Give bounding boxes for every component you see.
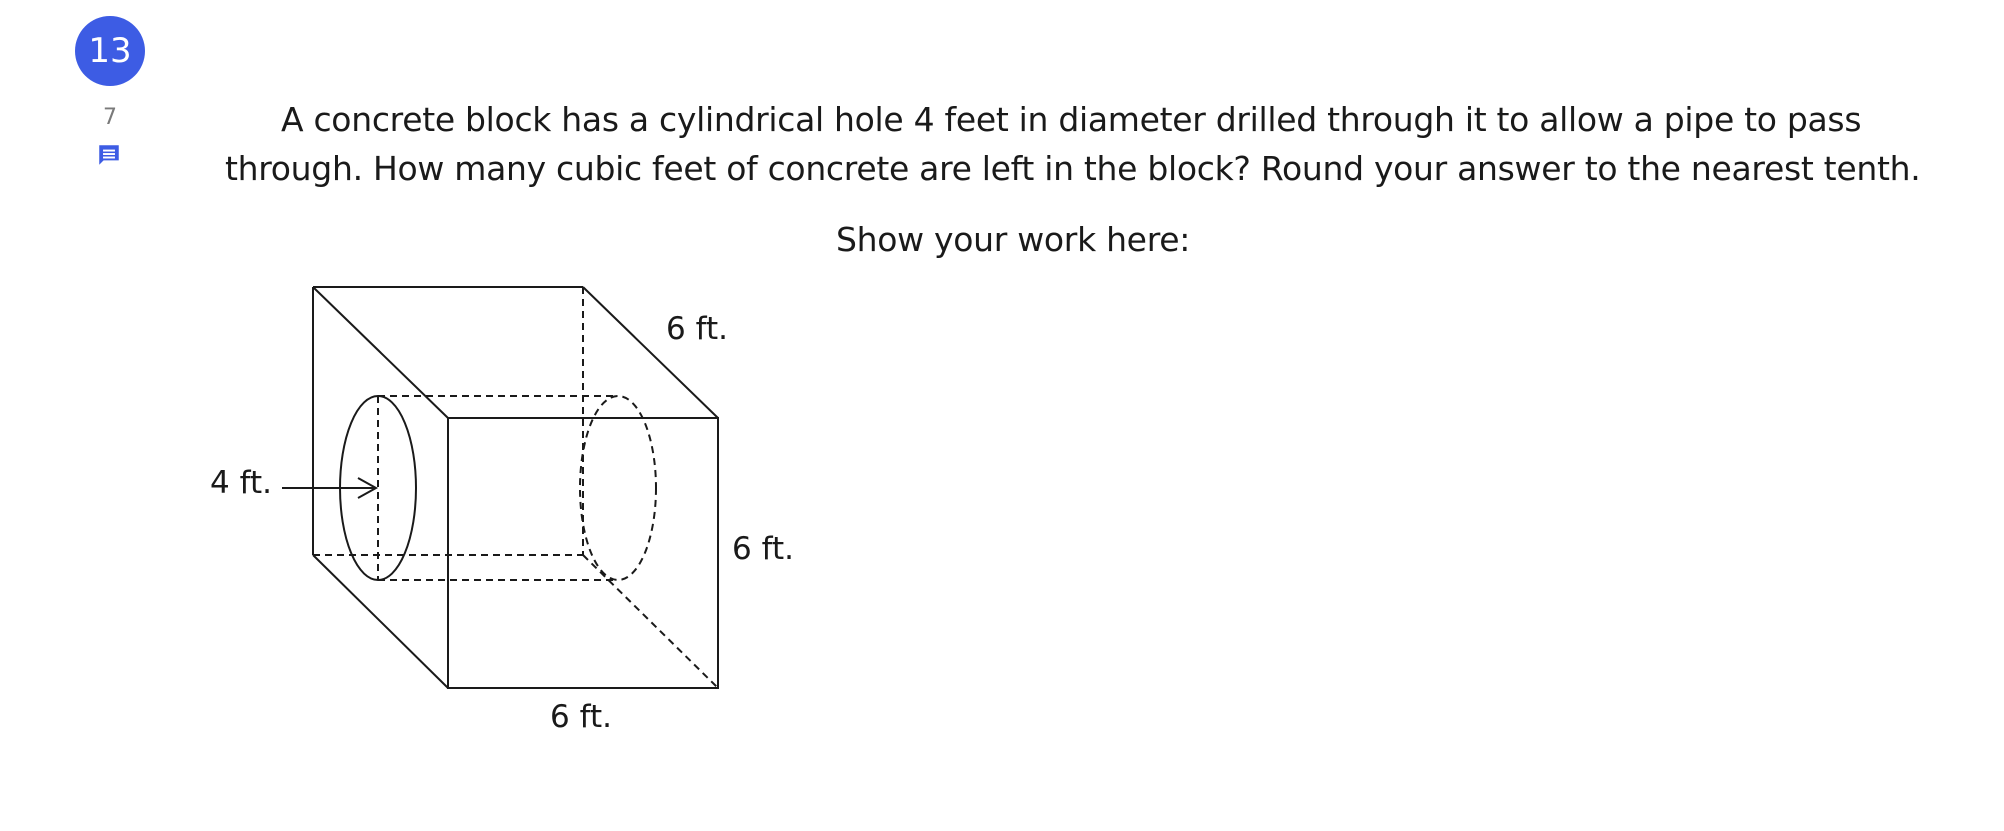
diameter-label: 4 ft. [210,465,272,501]
show-work-label: Show your work here: [836,220,1191,259]
comment-icon[interactable] [96,142,122,168]
diagram-svg [200,270,820,750]
question-number-badge [75,16,145,86]
height-label: 6 ft. [732,531,794,567]
hidden-bottom-right-depth-edge [583,555,718,688]
width-label: 6 ft. [550,699,612,735]
question-prompt: A concrete block has a cylindrical hole 4 feet in diameter drilled through it to allow a pipe to pass through. How many cubic feet of concrete are left in the block? Round your answer to the nearest tenth. [225,100,1921,188]
question-number: 13 [88,31,132,71]
top-right-depth-edge [583,287,718,418]
question-text-block [225,95,1985,193]
comment-count: 7 [103,105,117,130]
bottom-left-depth-edge [313,555,448,688]
depth-label: 6 ft. [666,311,728,347]
top-left-depth-edge [313,287,448,418]
cube-with-cylinder-diagram [200,270,820,750]
cylinder-right-opening [580,396,656,580]
